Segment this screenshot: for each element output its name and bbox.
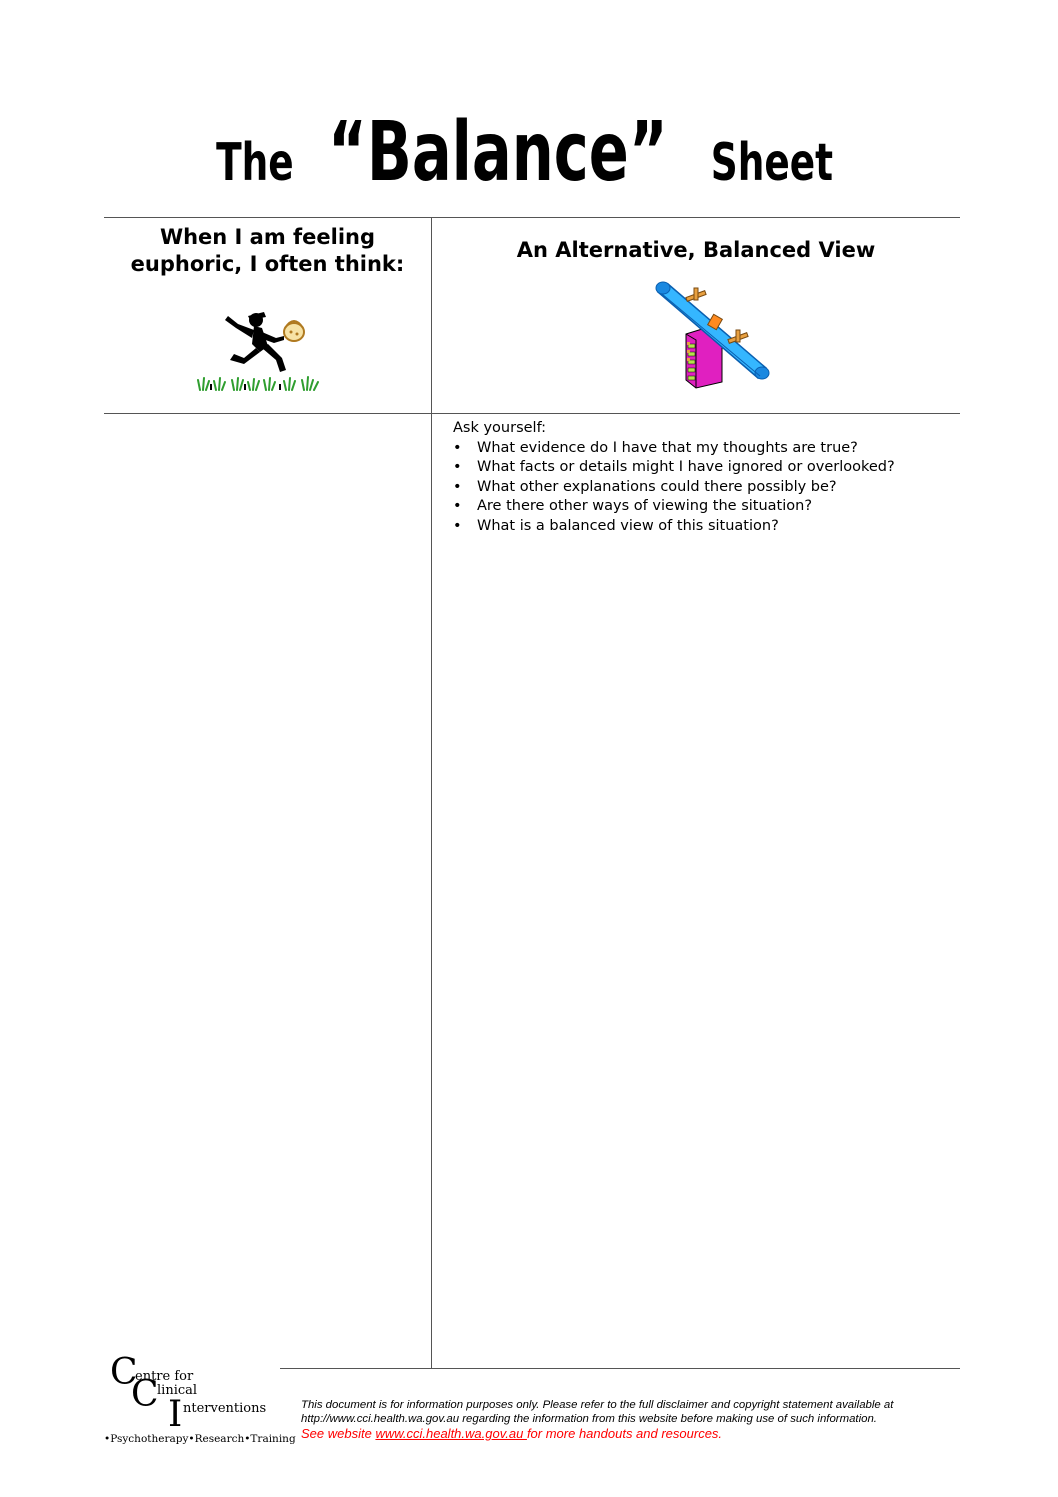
title-the: The <box>215 133 294 193</box>
prompt-list <box>453 439 895 537</box>
left-column-heading <box>104 224 431 278</box>
prompt-item: • What facts or details might I have ignored or overlooked? <box>453 458 895 478</box>
disclaimer-line1: This document is for information purposes only. Please refer to the full disclaimer and copyright statement available at <box>301 1399 894 1411</box>
seesaw-icon <box>650 280 770 390</box>
table-header-divider <box>104 413 960 414</box>
running-person-with-basket-icon <box>196 308 326 396</box>
footer-disclaimer <box>301 1398 893 1442</box>
title-sheet: Sheet <box>711 133 834 193</box>
logo-word-centre: entre for <box>135 1369 194 1384</box>
footer-rule <box>280 1368 960 1369</box>
logo-letter-c1: C <box>110 1352 138 1393</box>
logo-word-interventions: nterventions <box>183 1401 267 1416</box>
title-balance: “Balance” <box>328 105 668 200</box>
disclaimer-line3 <box>301 1426 893 1442</box>
prompt-item: • What is a balanced view of this situation? <box>453 517 895 537</box>
cci-logo <box>104 1352 296 1450</box>
table-column-divider <box>431 217 432 1368</box>
prompt-item: • What other explanations could there possibly be? <box>453 478 895 498</box>
left-heading-line2: euphoric, I often think: <box>130 252 405 276</box>
right-column-heading: An Alternative, Balanced View <box>516 238 876 262</box>
prompt-item: • What evidence do I have that my thoughts are true? <box>453 439 895 459</box>
website-link[interactable]: www.cci.health.wa.gov.au <box>375 1426 527 1441</box>
disclaimer-line2: http://www.cci.health.wa.gov.au regarding the information from this website before making use of such information. <box>301 1413 877 1425</box>
logo-letter-i: I <box>168 1394 183 1435</box>
website-prefix: See website <box>301 1426 376 1441</box>
page-title <box>0 105 1058 205</box>
prompt-item: • Are there other ways of viewing the situation? <box>453 497 895 517</box>
ask-yourself-intro: Ask yourself: <box>453 420 547 436</box>
left-heading-line1: When I am feeling <box>159 225 376 249</box>
logo-tagline: •Psychotherapy•Research•Training <box>104 1433 296 1445</box>
ask-yourself-prompts <box>453 419 895 536</box>
logo-letter-c2: C <box>131 1374 159 1415</box>
logo-word-clinical: linical <box>157 1383 198 1398</box>
table-top-border <box>104 217 960 218</box>
website-suffix: for more handouts and resources. <box>526 1426 723 1441</box>
